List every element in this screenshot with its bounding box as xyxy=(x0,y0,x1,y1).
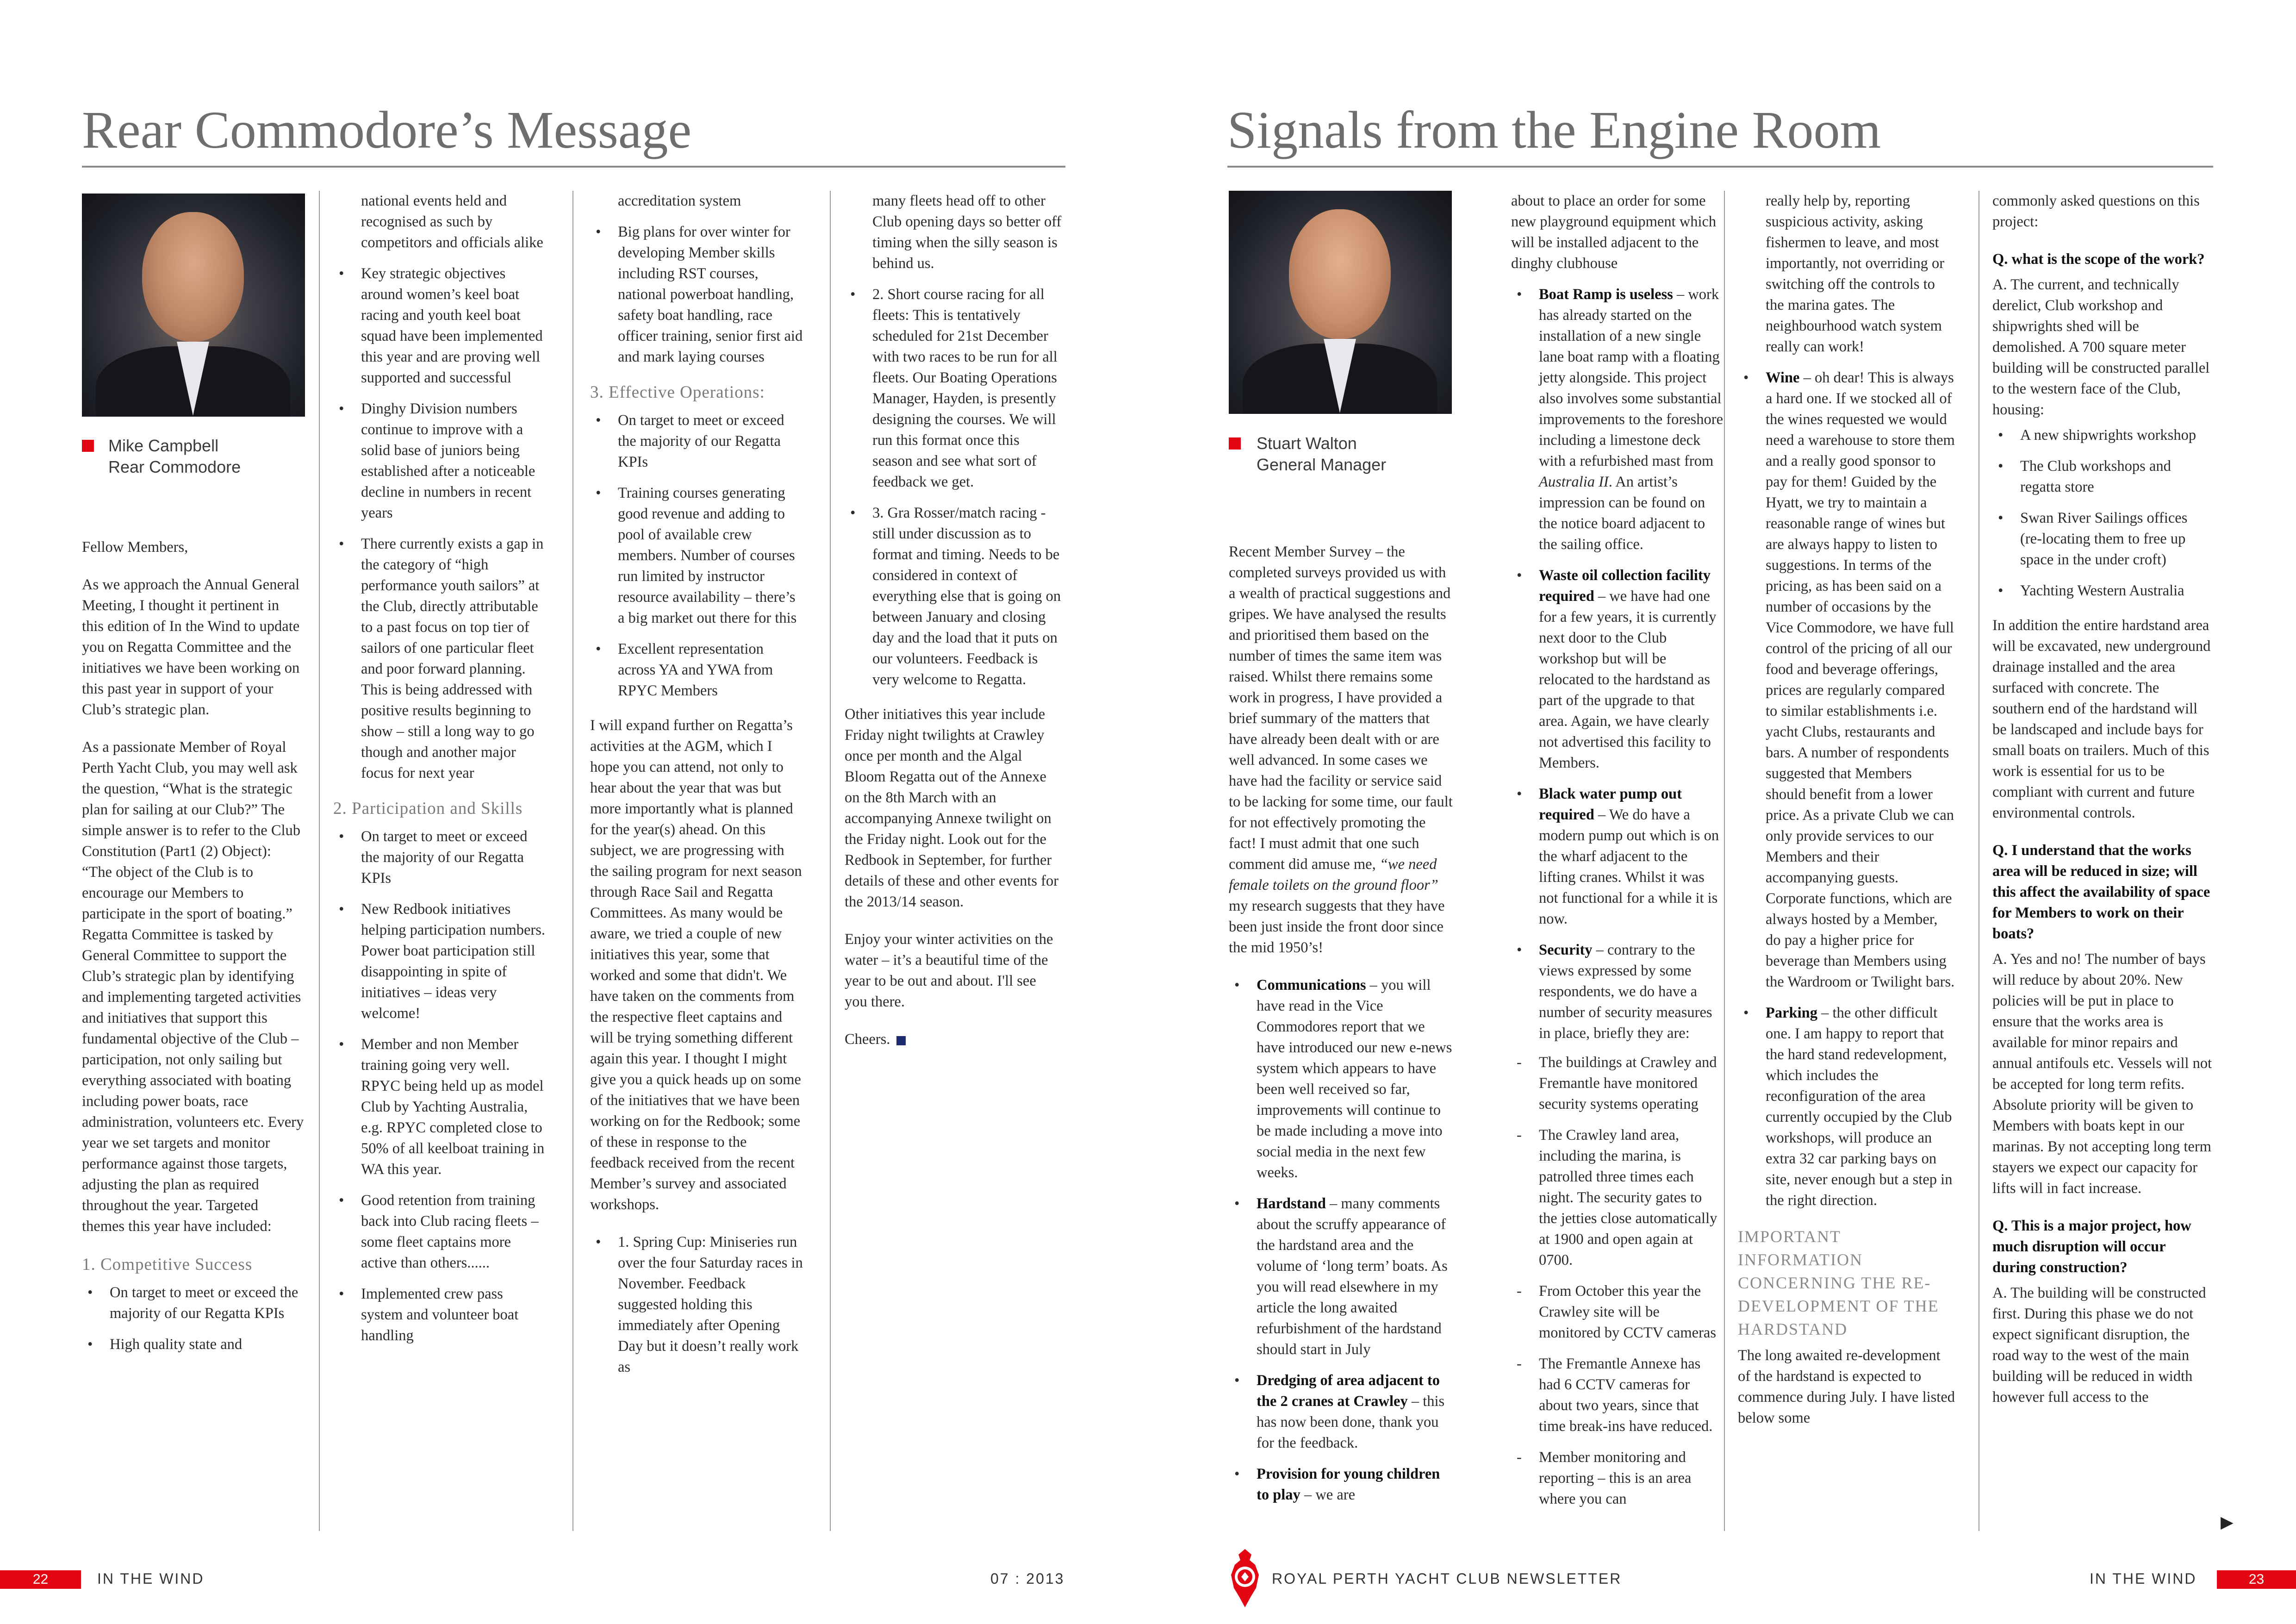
list-item: - The Fremantle Annexe has had 6 CCTV cameras for about two years, since that time break-ins have reduced. xyxy=(1511,1354,1724,1437)
item-title: Dredging of area adjacent to the 2 cranes at Crawley xyxy=(1257,1372,1440,1410)
caption-left xyxy=(108,435,241,478)
paragraph: I will expand further on Regatta’s activities at the AGM, which I hope you can attend, not only to hear about the year that was but more importantly what is planned for the year(s) ahead. On this subject, we are progressing with the sailing program for next season through Race Sail and Regatta Committees. As many would be aware, we tried a couple of new initiatives this year, some that worked and some that didn't. We have taken on the comments from the respective fleet captains and will be trying something different again this year. I thought I might give you a quick heads up on some of the initiatives that we have been working on for the Redbook; some of these in response to the feedback received from the recent Member’s survey and associated workshops. xyxy=(590,717,802,1213)
bullet-list xyxy=(590,1232,803,1378)
paragraph-signoff xyxy=(845,1029,1062,1050)
question: Q. I understand that the works area will be reduced in size; will this affect the availability of space for Members to work on their boats? xyxy=(1992,842,2210,942)
list-item: • Training courses generating good revenue and adding to pool of available crew members. Number of courses run limited by instructor resource availability – there’s a big market out there for this xyxy=(590,483,803,629)
list-item: - The buildings at Crawley and Fremantle have monitored security systems operating xyxy=(1511,1052,1724,1115)
item-title: Hardstand xyxy=(1257,1195,1326,1212)
dash-list xyxy=(1511,1052,1724,1510)
list-item xyxy=(1511,940,1724,1044)
page-title-left: Rear Commodore’s Message xyxy=(82,100,692,159)
section-heading: 2. Participation and Skills xyxy=(333,799,523,818)
end-square-icon xyxy=(896,1036,906,1045)
column-divider xyxy=(1724,191,1725,1531)
bullet-list xyxy=(1992,425,2212,601)
bullet-square-icon xyxy=(82,440,94,452)
paragraph: As a passionate Member of Royal Perth Yacht Club, you may well ask the question, “What is the strategic plan for sailing at our Club?” The simple answer is to refer to the Club Constitution (Part1 (2) Object): “The object of the Club is to encourage our Members to participate in the sport of boating.” Regatta Committee is tasked by General Committee to support the Club’s strategic plan by identifying and implementing targeted activities and initiatives that support this fundamental objective of the Club – participation, not only sailing but everything associated with boating including power boats, race administration, volunteers etc. Every year we set targets and monitor performance against those targets, adjusting the plan as required throughout the year. Targeted themes this year have included: xyxy=(82,739,304,1235)
right-col-1 xyxy=(1229,542,1453,1519)
text: my research suggests that they have been just inside the front door since the mid 1950’s! xyxy=(1229,898,1445,956)
question: Q. This is a major project, how much disruption will occur during construction? xyxy=(1992,1218,2191,1276)
list-item xyxy=(1229,975,1453,1183)
list-item: • On target to meet or exceed the majority of our Regatta KPIs xyxy=(333,826,546,889)
item-title: Black water pump out required xyxy=(1539,786,1682,823)
bullet-square-icon xyxy=(1229,437,1241,450)
paragraph: Enjoy your winter activities on the water – it’s a beautiful time of the year to be out and about. I'll see you there. xyxy=(845,931,1053,1010)
item-text: – this has now been done, thank you for the feedback. xyxy=(1257,1393,1445,1451)
section-heading: 1. Competitive Success xyxy=(82,1255,253,1274)
item-text: – many comments about the scruffy appearance of the hardstand area and the volume of ‘long term’ boats. As you will read elsewhere in my article the long awaited refurbishment of the hardstand should start in July xyxy=(1257,1195,1448,1358)
paragraph xyxy=(1229,542,1453,958)
list-item: • Good retention from training back into Club racing fleets – some fleet captains more active than others...... xyxy=(333,1190,546,1274)
paragraph: accreditation system xyxy=(618,193,741,209)
bullet-list xyxy=(590,222,803,368)
item-text: . An artist’s impression can be found on the notice board adjacent to the sailing office. xyxy=(1539,474,1705,553)
quote: “we need female toilets on the ground floor” xyxy=(1229,856,1438,893)
right-col-2 xyxy=(1511,191,1724,1524)
list-item: • The Club workshops and regatta store xyxy=(1992,456,2212,498)
list-item: • There currently exists a gap in the category of “high performance youth sailors” at the Club, directly attributable to a past focus on top tier of sailors of one particular fleet and poor forward planning. This is being addressed with positive results beginning to show – still a long way to go though and another major focus for next year xyxy=(333,534,546,784)
list-item: - Member monitoring and reporting – this is an area where you can xyxy=(1511,1447,1724,1510)
paragraph: commonly asked questions on this project: xyxy=(1992,193,2200,230)
title-rule-left xyxy=(82,166,1065,168)
bullet-list xyxy=(845,284,1062,690)
item-title: Parking xyxy=(1766,1005,1817,1021)
list-item: • 1. Spring Cup: Miniseries run over the four Saturday races in November. Feedback suggested holding this immediately after Opening Day but it doesn’t really work as xyxy=(590,1232,803,1378)
list-item: • A new shipwrights workshop xyxy=(1992,425,2212,446)
bullet-list xyxy=(82,1282,304,1355)
bullet-list xyxy=(1738,368,1955,1211)
signoff-text: Cheers. xyxy=(845,1031,890,1048)
column-divider xyxy=(572,191,573,1531)
list-item: • High quality state and xyxy=(82,1334,304,1355)
item-text: – work has already started on the installation of a new single lane boat ramp with a floating jetty alongside. This project also involves some substantial improvements to the foreshore including a limestone deck with a refurbished mast from xyxy=(1539,286,1724,469)
paragraph: many fleets head off to other Club opening days so better off timing when the silly season is behind us. xyxy=(872,193,1062,272)
portrait-stuart-walton xyxy=(1229,191,1452,414)
item-text: – the other difficult one. I am happy to report that the hard stand redevelopment, which includes the reconfiguration of the area currently occupied by the Club workshops, will produce an extra 32 car parking bays on site, never enough but a step in the right direction. xyxy=(1766,1005,1953,1209)
item-text: – contrary to the views expressed by some respondents, we do have a number of security measures in place, briefly they are: xyxy=(1539,942,1712,1042)
text: Recent Member Survey – the completed surveys provided us with a wealth of practical suggestions and gripes. We have analysed the results and prioritised them based on the number of times the same item was raised. Whilst there remains some work in progress, I have provided a brief summary of the matters that have already been dealt with or are well advanced. In some cases we have had the facility or service said to be lacking for some time, our fault for not effectively promoting the fact! I must admit that one such comment did amuse me, xyxy=(1229,543,1453,873)
bullet-list xyxy=(333,826,546,1346)
section-heading: 3. Effective Operations: xyxy=(590,383,765,402)
list-item: • Dinghy Division numbers continue to improve with a solid base of juniors being established after a noticeable decline in numbers in recent years xyxy=(333,399,546,524)
question: Q. what is the scope of the work? xyxy=(1992,251,2205,268)
list-item: • Big plans for over winter for developing Member skills including RST courses, national powerboat handling, safety boat handling, race officer training, senior first aid and mark laying courses xyxy=(590,222,803,368)
paragraph: In addition the entire hardstand area will be excavated, new underground drainage installed and the area surfaced with concrete. The southern end of the hardstand will be landscaped and include bays for small boats on trailers. Much of this work is essential for us to be compliant with current and future environmental controls. xyxy=(1992,617,2211,821)
caption-name: Stuart Walton xyxy=(1257,434,1357,453)
paragraph: Other initiatives this year include Friday night twilights at Crawley once per month and the Algal Bloom Regatta out of the Annexe on the 8th March with an accompanying Annexe twilight on the Friday night. Look out for the Redbook in September, for further details of these and other events for the 2013/14 season. xyxy=(845,706,1059,910)
portrait-mike-campbell xyxy=(82,194,305,417)
list-item xyxy=(1738,1003,1955,1211)
left-col-4 xyxy=(845,191,1062,1067)
caption-role: General Manager xyxy=(1257,455,1387,474)
caption-role: Rear Commodore xyxy=(108,457,241,476)
list-item: • Member and non Member training going very well. RPYC being held up as model Club by Yachting Australia, e.g. RPYC completed close to 50% of all keelboat training in WA this year. xyxy=(333,1034,546,1180)
item-title: Security xyxy=(1539,942,1593,958)
list-item: • Swan River Sailings offices (re-locating them to free up space in the under croft) xyxy=(1992,508,2212,570)
item-text: – we are xyxy=(1300,1487,1356,1503)
caption-right xyxy=(1257,433,1386,475)
list-item: • On target to meet or exceed the majority of our Regatta KPIs xyxy=(590,410,803,473)
list-item xyxy=(1229,1370,1453,1454)
paragraph: about to place an order for some new playground equipment which will be installed adjacent to the dinghy clubhouse xyxy=(1511,193,1717,272)
left-col-1 xyxy=(82,537,304,1369)
paragraph: The long awaited re-development of the hardstand is expected to commence during July. I have listed below some xyxy=(1738,1347,1955,1426)
section-heading: IMPORTANT INFORMATION CONCERNING THE RE-DEVELOPMENT OF THE HARDSTAND xyxy=(1738,1227,1939,1338)
list-item: • On target to meet or exceed the majority of our Regatta KPIs xyxy=(82,1282,304,1324)
bullet-list xyxy=(1229,975,1453,1505)
caption-name: Mike Campbell xyxy=(108,436,219,455)
footer-club-name: ROYAL PERTH YACHT CLUB NEWSLETTER xyxy=(1272,1570,1622,1587)
item-title: Provision for young children to play xyxy=(1257,1466,1440,1503)
answer: A. Yes and no! The number of bays will reduce by about 20%. New policies will be put in place to ensure that the works area is available for minor repairs and annual antifouls etc. Vessels will not be accepted for long term refits. Absolute priority will be given to Members with boats kept in our marinas. By not accepting long term stayers we expect our capacity for lifts will in fact increase. xyxy=(1992,951,2212,1197)
paragraph: really help by, reporting suspicious activity, asking fishermen to leave, and most importantly, not overriding or switching off the controls to the marina gates. The neighbourhood watch system really can work! xyxy=(1766,193,1945,355)
club-crest-icon xyxy=(1222,1546,1268,1611)
answer: A. The building will be constructed first. During this phase we do not expect significant disruption, the road way to the west of the main building will be reduced in width however full access to the xyxy=(1992,1285,2206,1405)
bullet-list xyxy=(1511,284,1724,1044)
list-item: - From October this year the Crawley site will be monitored by CCTV cameras xyxy=(1511,1281,1724,1343)
list-item: • 2. Short course racing for all fleets: This is tentatively scheduled for 21st December with two races to be run for all fleets. Our Boating Operations Manager, Hayden, is presently designing the courses. We will run this format once this season and see what sort of feedback we get. xyxy=(845,284,1062,493)
list-item xyxy=(1229,1464,1453,1505)
item-title: Communications xyxy=(1257,977,1366,993)
item-italic: Australia II xyxy=(1539,474,1609,490)
list-item xyxy=(1738,368,1955,993)
footer-left-label: IN THE WIND xyxy=(97,1570,205,1587)
page-number-right: 23 xyxy=(2217,1570,2296,1589)
list-item: • New Redbook initiatives helping participation numbers. Power boat participation still disappointing in spite of initiatives – ideas very welcome! xyxy=(333,899,546,1024)
item-text: – oh dear! This is always a hard one. If we stocked all of the wines requested we would need a warehouse to store them and a really good sponsor to pay for them! Guided by the Hyatt, we try to maintain a reasonable range of wines but are always happy to listen to suggestions. In terms of the pricing, as has been said on a number of occasions by the Vice Commodore, we have full control of the pricing of all our food and beverage offerings, prices are regularly compared to similar establishments i.e. yacht Clubs, restaurants and bars. A number of respondents suggested that Members should benefit from a lower price. As a private Club we can only provide services to our Members and their accompanying guests. Corporate functions, which are always hosted by a Member, do pay a higher price for beverage than Members using the Wardroom or Twilight bars. xyxy=(1766,369,1955,990)
list-item xyxy=(1511,565,1724,774)
right-col-3 xyxy=(1738,191,1955,1445)
bullet-list xyxy=(590,410,803,701)
list-item: • Yachting Western Australia xyxy=(1992,581,2212,601)
column-divider xyxy=(830,191,831,1531)
page-number-left: 22 xyxy=(0,1570,81,1589)
paragraph: As we approach the Annual General Meeting, I thought it pertinent in this edition of In the Wind to update you on Regatta Committee and the initiatives we have been working on this past year in support of your Club’s strategic plan. xyxy=(82,576,300,718)
answer: A. The current, and technically derelict, Club workshop and shipwrights shed will be demolished. A 700 square meter building will be constructed parallel to the western face of the Club, housing: xyxy=(1992,276,2210,418)
list-item xyxy=(1511,284,1724,555)
title-rule-right xyxy=(1227,166,2213,168)
list-item xyxy=(1229,1193,1453,1360)
footer-date: 07 : 2013 xyxy=(990,1570,1065,1587)
left-col-2 xyxy=(333,191,546,1360)
footer-right-label: IN THE WIND xyxy=(2090,1570,2197,1587)
item-text: – We do have a modern pump out which is on the wharf adjacent to the lifting cranes. Whilst it was not functional for a while it is now. xyxy=(1539,806,1719,927)
paragraph: national events held and recognised as such by competitors and officials alike xyxy=(361,193,543,251)
right-col-4 xyxy=(1992,191,2212,1424)
item-title: Wine xyxy=(1766,369,1800,386)
list-item: • Excellent representation across YA and YWA from RPYC Members xyxy=(590,639,803,701)
left-col-3 xyxy=(590,191,803,1392)
bullet-list xyxy=(333,263,546,784)
list-item xyxy=(1511,784,1724,930)
paragraph: Fellow Members, xyxy=(82,539,188,556)
list-item: - The Crawley land area, including the marina, is patrolled three times each night. The security gates to the jetties close automatically at 1900 and open again at 0700. xyxy=(1511,1125,1724,1271)
item-text: – you will have read in the Vice Commodores report that we have introduced our new e-news system which appears to have been well received so far, improvements will continue to be made including a move into social media in the next few weeks. xyxy=(1257,977,1452,1181)
item-text: – we have had one for a few years, it is currently next door to the Club workshop but will be relocated to the hardstand as part of the upgrade to that area. Again, we have clearly not advertised this facility to Members. xyxy=(1539,588,1717,771)
item-title: Boat Ramp is useless xyxy=(1539,286,1673,303)
item-title: Waste oil collection facility required xyxy=(1539,567,1711,605)
list-item: • Key strategic objectives around women’s keel boat racing and youth keel boat squad have been implemented this year and are proving well supported and successful xyxy=(333,263,546,388)
column-divider xyxy=(319,191,320,1531)
right-page xyxy=(1148,0,2296,1624)
list-item: • 3. Gra Rosser/match racing - still under discussion as to format and timing. Needs to be considered in context of everything else that is going on between January and closing day and the load that it puts on our volunteers. Feedback is very welcome to Regatta. xyxy=(845,503,1062,690)
continue-arrow-icon: ▶ xyxy=(2221,1513,2234,1532)
list-item: • Implemented crew pass system and volunteer boat handling xyxy=(333,1284,546,1346)
page-title-right: Signals from the Engine Room xyxy=(1227,100,1881,159)
